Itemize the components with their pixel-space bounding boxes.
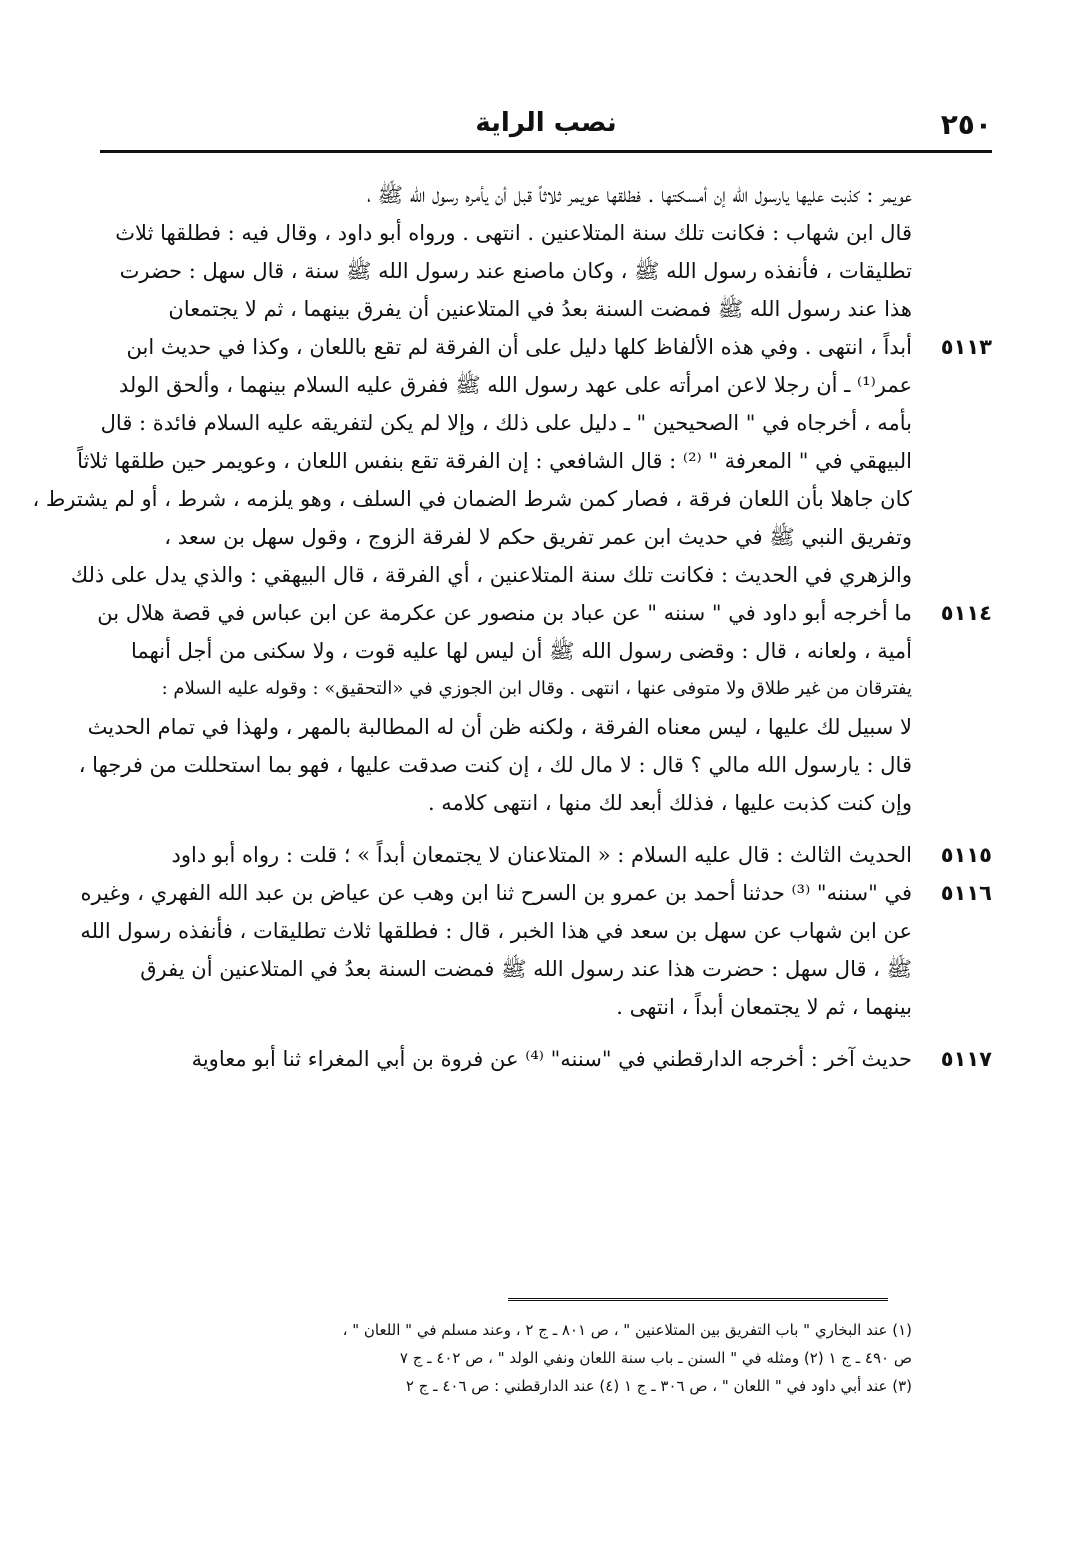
text-line: بينهما ، ثم لا يجتمعان أبداً ، انتهى . [616, 995, 912, 1019]
text-line: الحديث الثالث : قال عليه السلام : « المتلاعنان لا يجتمعان أبداً » ؛ قلت : رواه أبو داود [171, 843, 912, 867]
paragraph [80, 874, 992, 1026]
paragraph [78, 594, 992, 822]
text-line: وإن كنت كذبت عليها ، فذلك أبعد لك منها ، انتهى كلامه . [427, 791, 912, 815]
paragraph-spacer [100, 822, 992, 836]
text-line: بأمه ، أخرجاه في " الصحيحين " ـ دليل على ذلك ، وإلا لم يكن لتفريقه عليه السلام فائدة : قال [100, 411, 912, 435]
paragraph-number: ٥١١٤ [940, 601, 992, 625]
running-title: نصب الراية [475, 108, 617, 138]
footnote-rule [508, 1298, 888, 1304]
main-text [32, 176, 992, 1078]
text-line: عمر⁽¹⁾ ـ أن رجلا لاعن امرأته على عهد رسول الله ﷺ ففرق عليه السلام بينهما ، وألحق الولد [118, 373, 912, 397]
text-line: عويمر : كذبت عليها يارسول الله إن أمسكتها . فطلقها عويمر ثلاثاً قبل أن يأمره رسول الله ﷺ ، [366, 183, 912, 207]
text-line: لا سبيل لك عليها ، ليس معناه الفرقة ، ولكنه ظن أن له المطالبة بالمهر ، ولهذا في تمام الحديث [87, 715, 912, 739]
text-line: يفترقان من غير طلاق ولا متوفى عنها ، انتهى . وقال ابن الجوزي في «التحقيق» : وقوله عليه السلام : [161, 678, 912, 699]
paragraph-number: ٥١١٣ [940, 335, 992, 359]
footnote-line: ص ٤٩٠ ـ ج ١ (٢) ومثله في " السنن ـ باب سنة اللعان ونفي الولد " ، ص ٤٠٢ ـ ج ٧ [399, 1349, 912, 1367]
paragraph [32, 328, 992, 594]
text-line: أمية ، ولعانه ، قال : وقضى رسول الله ﷺ أن ليس لها عليه قوت ، ولا سكنى من أجل أنهما [131, 639, 912, 663]
paragraph-spacer [100, 1026, 992, 1040]
text-line: وتفريق النبي ﷺ في حديث ابن عمر تفريق حكم لا لفرقة الزوج ، وقول سهل بن سعد ، [164, 525, 912, 549]
paragraph [100, 1040, 992, 1078]
paragraph-number: ٥١١٦ [940, 881, 992, 905]
footnote-line: (١) عند البخاري " باب التفريق بين المتلاعنين " ، ص ٨٠١ ـ ج ٢ ، وعند مسلم في " اللعان " ، [342, 1321, 912, 1339]
text-line: عن ابن شهاب عن سهل بن سعد في هذا الخبر ، قال : فطلقها ثلاث تطليقات ، فأنفذه رسول الله [80, 919, 912, 943]
paragraph-number: ٥١١٧ [940, 1047, 992, 1071]
paragraph [100, 836, 992, 874]
footnotes [100, 1316, 992, 1400]
text-line: في "سننه" ⁽³⁾ حدثنا أحمد بن عمرو بن السرح ثنا ابن وهب عن عياض بن عبد الله الفهري ، وغيره [80, 881, 912, 905]
text-line: حديث آخر : أخرجه الدارقطني في "سننه" ⁽⁴⁾ عن فروة بن أبي المغراء ثنا أبو معاوية [191, 1047, 912, 1071]
paragraph [100, 176, 992, 328]
text-line: هذا عند رسول الله ﷺ فمضت السنة بعدُ في المتلاعنين أن يفرق بينهما ، ثم لا يجتمعان [168, 297, 912, 321]
text-line: ما أخرجه أبو داود في " سننه " عن عباد بن منصور عن عكرمة عن ابن عباس في قصة هلال بن [97, 601, 912, 625]
page-number: ٢٥٠ [940, 108, 992, 141]
text-line: قال ابن شهاب : فكانت تلك سنة المتلاعنين . انتهى . ورواه أبو داود ، وقال فيه : فطلقها ثلاث [115, 221, 912, 245]
text-line: كان جاهلا بأن اللعان فرقة ، فصار كمن شرط الضمان في السلف ، وهو يلزمه ، شرط ، أو لم يشترط ، [32, 487, 912, 511]
text-line: والزهري في الحديث : فكانت تلك سنة المتلاعنين ، أي الفرقة ، قال البيهقي : والذي يدل على ذلك [70, 563, 912, 587]
text-line: أبداً ، انتهى . وفي هذه الألفاظ كلها دليل على أن الفرقة لم تقع باللعان ، وكذا في حديث ابن [126, 335, 912, 359]
text-line: قال : يارسول الله مالي ؟ قال : لا مال لك ، إن كنت صدقت عليها ، فهو بما استحللت من فرجها ، [78, 753, 912, 777]
paragraph-number: ٥١١٥ [940, 843, 992, 867]
text-line: البيهقي في " المعرفة " ⁽²⁾ : قال الشافعي : إن الفرقة تقع بنفس اللعان ، وعويمر حين طلقها ثلاثاً [77, 449, 912, 473]
footnote-line: (٣) عند أبي داود في " اللعان " ، ص ٣٠٦ ـ ج ١ (٤) عند الدارقطني : ص ٤٠٦ ـ ج ٢ [405, 1377, 912, 1395]
text-line: تطليقات ، فأنفذه رسول الله ﷺ ، وكان ماصنع عند رسول الله ﷺ سنة ، قال سهل : حضرت [119, 259, 912, 283]
text-line: ﷺ ، قال سهل : حضرت هذا عند رسول الله ﷺ فمضت السنة بعدُ في المتلاعنين أن يفرق [140, 957, 912, 981]
header-rule [100, 150, 992, 153]
page-header [100, 108, 992, 146]
